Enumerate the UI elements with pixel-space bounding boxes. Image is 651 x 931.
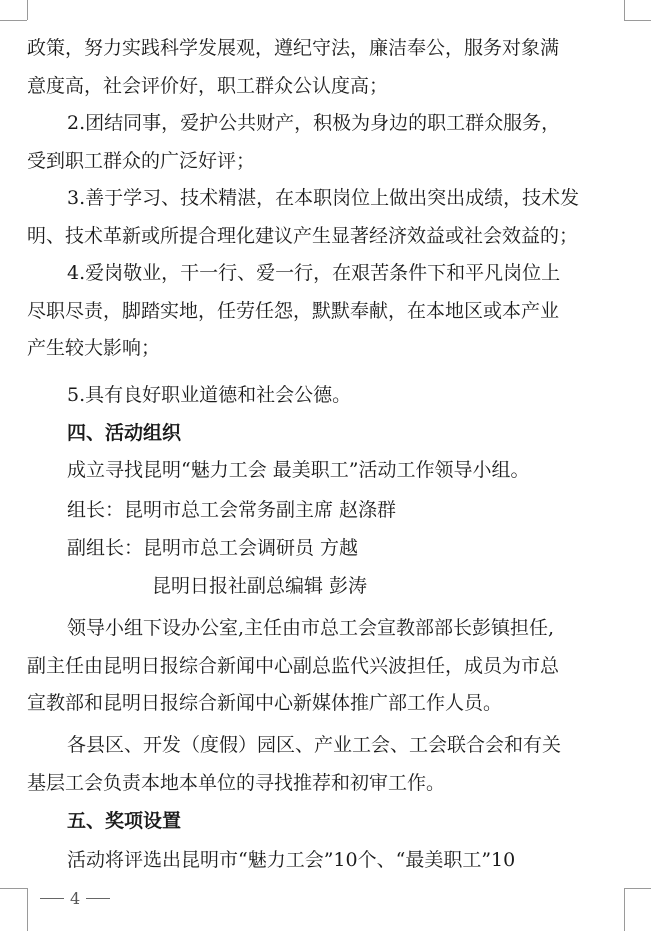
crop-mark-bottom-right-v — [624, 888, 625, 931]
paragraph-criteria-5: 5.具有良好职业道德和社会公德。 — [67, 384, 352, 406]
paragraph-criteria-4 — [27, 255, 629, 368]
crop-mark-top-right-v — [624, 0, 625, 20]
text-line: 2.团结同事，爱护公共财产，积极为身边的职工群众服务， — [67, 112, 561, 134]
crop-mark-top-left-v — [27, 0, 28, 20]
text-line: 政策，努力实践科学发展观，遵纪守法，廉洁奉公，服务对象满 — [27, 37, 560, 59]
deputy-leader-line-2: 昆明日报社副总编辑 彭涛 — [152, 575, 368, 597]
text-line: 明、技术革新或所提合理化建议产生显著经济效益或社会效益的； — [27, 224, 579, 247]
paragraph-office — [27, 610, 629, 723]
text-line: 4.爱岗敬业，干一行、爱一行，在艰苦条件下和平凡岗位上 — [67, 262, 561, 284]
text-line: 产生较大影响； — [27, 337, 161, 359]
paragraph-awards: 活动将评选出昆明市“魅力工会”10个、“最美职工”10 — [67, 849, 516, 871]
deputy-leader-line: 副组长：昆明市总工会调研员 方越 — [67, 537, 359, 559]
paragraph-criteria-3 — [27, 180, 629, 255]
crop-mark-bottom-right-h — [624, 888, 651, 889]
page-number: 4 — [70, 888, 81, 908]
text-line: 受到职工群众的广泛好评； — [27, 149, 256, 172]
text-line: 基层工会负责本地本单位的寻找推荐和初审工作。 — [27, 771, 446, 794]
crop-mark-bottom-left-h — [0, 888, 27, 889]
group-leader-line: 组长：昆明市总工会常务副主席 赵涤群 — [67, 499, 397, 521]
crop-mark-bottom-left-v — [27, 888, 28, 931]
paragraph-county-unions — [27, 727, 629, 802]
text-line: 3.善于学习、技术精湛，在本职岗位上做出突出成绩，技术发 — [67, 187, 580, 209]
footer-dash-left — [40, 898, 64, 899]
section-heading-awards: 五、奖项设置 — [67, 810, 182, 832]
text-line: 副主任由昆明日报综合新闻中心副总监代兴波担任，成员为市总 — [27, 654, 560, 677]
section-heading-activity-organization: 四、活动组织 — [67, 422, 182, 444]
crop-mark-top-right-h — [624, 20, 651, 21]
crop-mark-top-left-h — [0, 20, 27, 21]
paragraph-criteria-2 — [27, 105, 629, 180]
text-line: 宣教部和昆明日报综合新闻中心新媒体推广部工作人员。 — [27, 692, 503, 714]
text-line: 尽职尽责，脚踏实地，任劳任怨，默默奉献，在本地区或本产业 — [27, 299, 560, 322]
page-footer — [40, 885, 110, 911]
footer-dash-right — [86, 898, 110, 899]
text-line: 意度高，社会评价好，职工群众公认度高； — [27, 74, 389, 97]
paragraph-leading-group: 成立寻找昆明“魅力工会 最美职工”活动工作领导小组。 — [67, 459, 530, 481]
paragraph-criteria-1-continued — [27, 30, 629, 105]
text-line: 各县区、开发（度假）园区、产业工会、工会联合会和有关 — [67, 734, 562, 756]
text-line: 领导小组下设办公室,主任由市总工会宣教部部长彭镇担任, — [67, 617, 555, 639]
